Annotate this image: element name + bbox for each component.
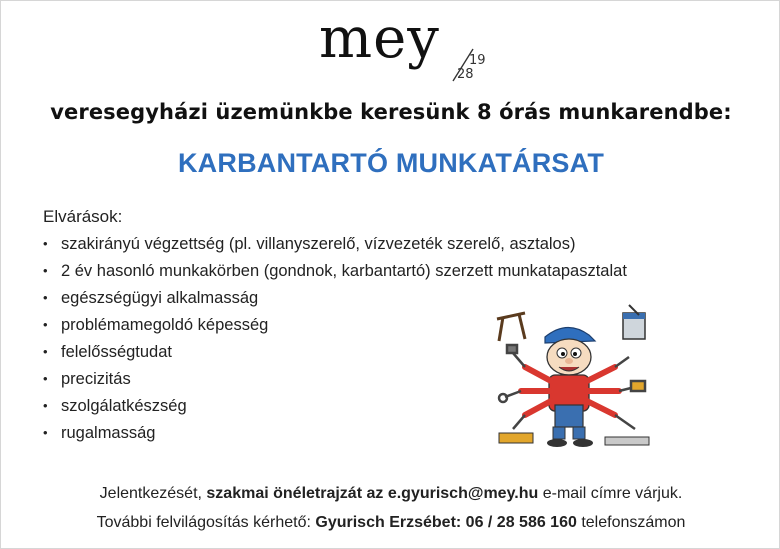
position-title: KARBANTARTÓ MUNKATÁRSAT [177,148,605,178]
logo-year-top: 19 [469,53,486,68]
bullet: • [43,236,48,251]
bullet: • [43,398,48,413]
mey-logo [319,6,499,85]
footer-application-line [1,485,780,503]
requirement-text: 2 év hasonló munkakörben (gondnok, karbantartó) szerzett munkatapasztalat [61,262,627,280]
footer-email-bold: szakmai önéletrajzát az e.gyurisch@mey.hu [206,485,539,502]
footer-contact-line [1,514,780,532]
logo-year-bottom: 28 [457,67,474,82]
list-item [43,233,627,260]
footer-text: Jelentkezését, [99,485,207,502]
requirement-text: felelősségtudat [61,343,172,361]
headline: veresegyházi üzemünkbe keresünk 8 órás munkarendbe: [50,100,732,124]
bullet: • [43,263,48,278]
requirement-text: precizitás [61,370,131,388]
bullet: • [43,425,48,440]
requirement-text: problémamegoldó képesség [61,316,269,334]
bullet: • [43,344,48,359]
footer-text: telefonszámon [576,514,686,531]
requirement-text: szolgálatkészség [61,397,187,415]
bullet: • [43,317,48,332]
logo-word: mey [319,6,440,71]
requirement-text: rugalmasság [61,424,156,442]
bullet: • [43,290,48,305]
requirement-text: egészségügyi alkalmasság [61,289,259,307]
requirement-text: szakirányú végzettség (pl. villanyszerelő, vízvezeték szerelő, asztalos) [61,235,576,253]
footer-text: e-mail címre várjuk. [538,485,683,502]
list-item [43,260,627,287]
requirements-heading: Elvárások: [43,207,123,226]
footer-text: További felvilágosítás kérhető: [96,514,316,531]
bullet: • [43,371,48,386]
handyman-cartoon-icon [495,301,655,453]
footer-contact-bold: Gyurisch Erzsébet: 06 / 28 586 160 [315,514,577,531]
